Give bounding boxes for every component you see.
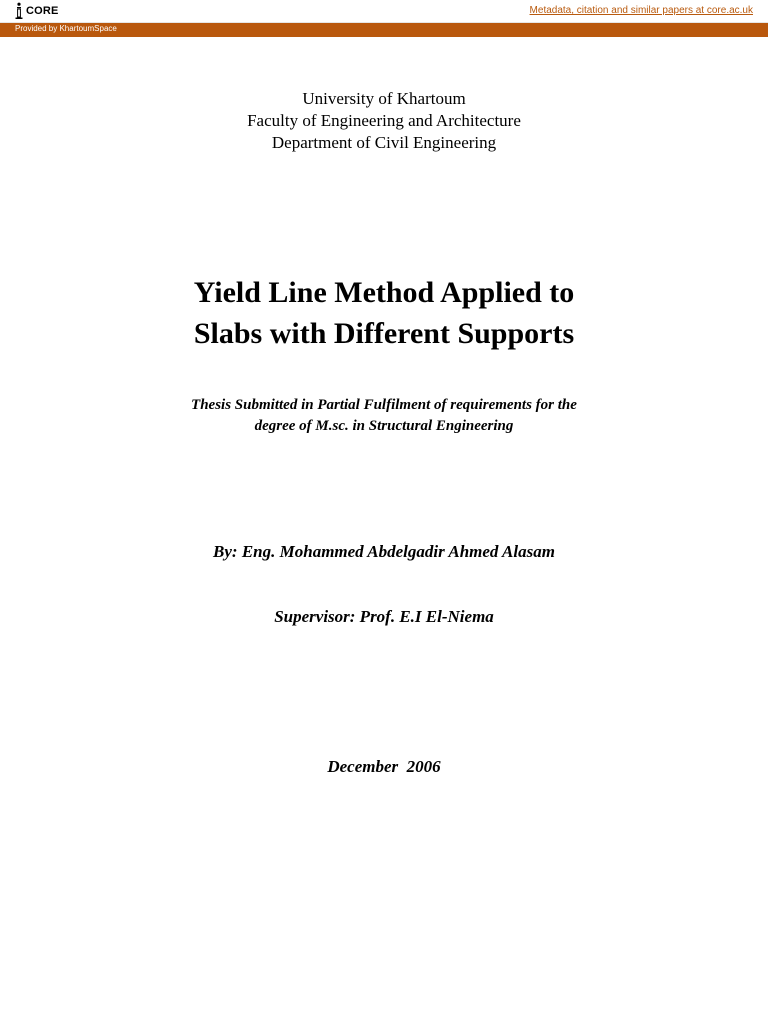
thesis-title-line-1: Yield Line Method Applied to [193, 276, 575, 309]
core-metadata-link[interactable]: Metadata, citation and similar papers at core.ac.uk [529, 5, 753, 16]
core-header [0, 0, 768, 23]
department-name: Department of Civil Engineering [271, 133, 497, 152]
core-logo-text: CORE [26, 5, 59, 17]
university-name: University of Khartoum [302, 89, 466, 108]
core-logo-icon [14, 2, 24, 20]
thesis-subtitle-line-1: Thesis Submitted in Partial Fulfilment of requirements for the [191, 397, 577, 413]
core-provided-bar [0, 23, 768, 37]
core-logo[interactable] [14, 2, 59, 20]
faculty-name: Faculty of Engineering and Architecture [247, 111, 521, 130]
provided-by-text: Provided by KhartoumSpace [15, 24, 117, 33]
thesis-title-line-2: Slabs with Different Supports [193, 317, 575, 350]
submission-date: December 2006 [327, 757, 441, 776]
supervisor-line: Supervisor: Prof. E.I El-Niema [274, 607, 494, 626]
thesis-subtitle-line-2: degree of M.sc. in Structural Engineering [254, 418, 514, 434]
author-line: By: Eng. Mohammed Abdelgadir Ahmed Alasam [213, 542, 555, 561]
